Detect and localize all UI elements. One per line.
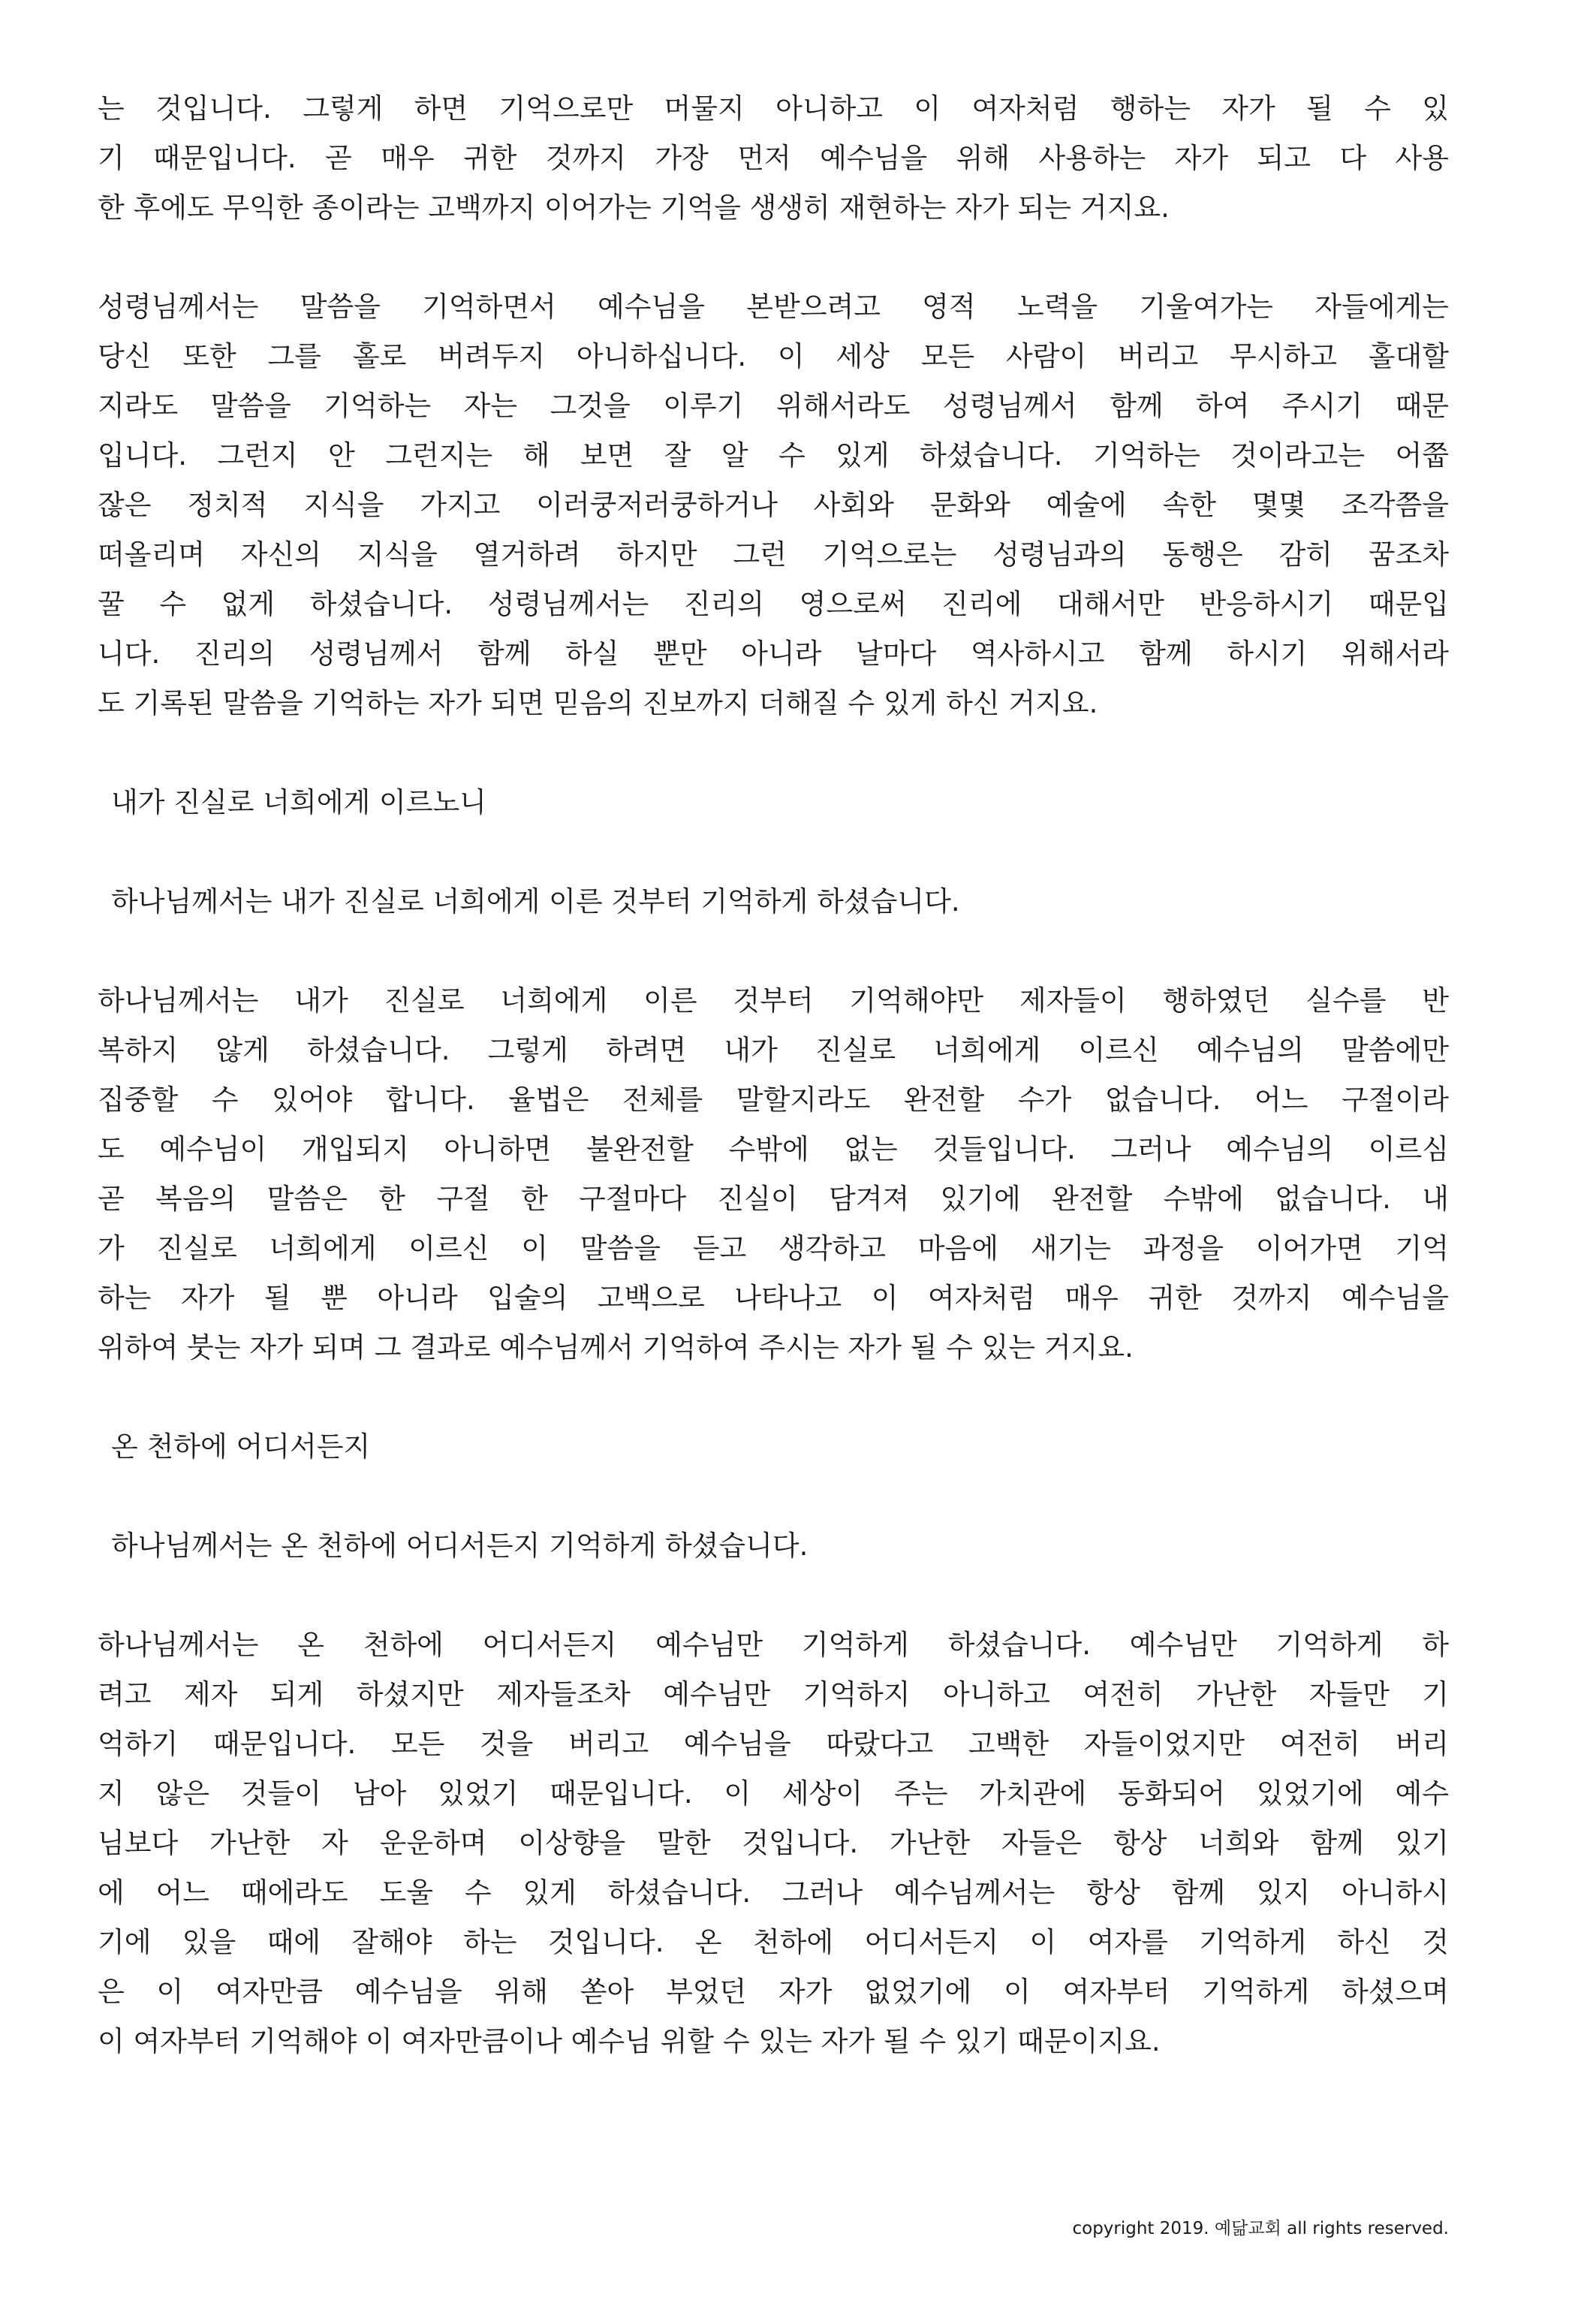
text-line: 기 때문입니다. 곧 매우 귀한 것까지 가장 먼저 예수님을 위해 사용하는 자가 되고 다 사용 [98, 142, 1449, 174]
text-line: 입니다. 그런지 안 그런지는 해 보면 잘 알 수 있게 하셨습니다. 기억하는 것이라고는 어쭙 [98, 439, 1449, 472]
document-body [98, 84, 1449, 2066]
body-paragraph [98, 976, 1449, 1373]
text-line: 지라도 말씀을 기억하는 자는 그것을 이루기 위해서라도 성령님께서 함께 하여 주시기 때문 [98, 390, 1449, 422]
text-line: 복하지 않게 하셨습니다. 그렇게 하려면 내가 진실로 너희에게 이르신 예수님의 말씀에만 [98, 1034, 1449, 1066]
text-line: 위하여 붓는 자가 되며 그 결과로 예수님께서 기억하여 주시는 자가 될 수 있는 거지요. [98, 1331, 1134, 1364]
lead-sentence [98, 877, 1449, 927]
text-line: 하나님께서는 온 천하에 어디서든지 기억하게 하셨습니다. [111, 1530, 809, 1562]
text-line: 이 여자부터 기억해야 이 여자만큼이나 예수님 위할 수 있는 자가 될 수 있기 때문이지요. [98, 2025, 1161, 2057]
text-line: 려고 제자 되게 하셨지만 제자들조차 예수님만 기억하지 아니하고 여전히 가난한 자들만 기 [98, 1678, 1449, 1711]
heading-text: 내가 진실로 너희에게 이르노니 [111, 786, 486, 818]
text-line: 억하기 때문입니다. 모든 것을 버리고 예수님을 따랐다고 고백한 자들이었지만 여전히 버리 [98, 1728, 1449, 1760]
lead-sentence [98, 1521, 1449, 1571]
body-paragraph [98, 84, 1449, 233]
text-line: 하는 자가 될 뿐 아니라 입술의 고백으로 나타나고 이 여자처럼 매우 귀한 것까지 예수님을 [98, 1282, 1449, 1314]
text-line: 기에 있을 때에 잘해야 하는 것입니다. 온 천하에 어디서든지 이 여자를 기억하게 하신 것 [98, 1926, 1449, 1958]
text-line: 성령님께서는 말씀을 기억하면서 예수님을 본받으려고 영적 노력을 기울여가는 자들에게는 [98, 291, 1449, 323]
text-line: 하나님께서는 내가 진실로 너희에게 이른 것부터 기억해야만 제자들이 행하였던 실수를 반 [98, 984, 1449, 1017]
text-line: 에 어느 때에라도 도울 수 있게 하셨습니다. 그러나 예수님께서는 항상 함께 있지 아니하시 [98, 1876, 1449, 1909]
text-line: 하나님께서는 온 천하에 어디서든지 예수님만 기억하게 하셨습니다. 예수님만 기억하게 하 [98, 1629, 1449, 1661]
section-heading [98, 778, 1449, 827]
heading-text: 온 천하에 어디서든지 [111, 1430, 371, 1463]
text-line: 떠올리며 자신의 지식을 열거하려 하지만 그런 기억으로는 성령님과의 동행은 감히 꿈조차 [98, 538, 1449, 571]
text-line: 당신 또한 그를 홀로 버려두지 아니하십니다. 이 세상 모든 사람이 버리고 무시하고 홀대할 [98, 340, 1449, 372]
text-line: 집중할 수 있어야 합니다. 율법은 전체를 말할지라도 완전할 수가 없습니다. 어느 구절이라 [98, 1084, 1449, 1116]
text-line: 잖은 정치적 지식을 가지고 이러쿵저러쿵하거나 사회와 문화와 예술에 속한 몇몇 조각쯤을 [98, 489, 1449, 521]
body-paragraph [98, 1620, 1449, 2066]
text-line: 도 기록된 말씀을 기억하는 자가 되면 믿음의 진보까지 더해질 수 있게 하신 거지요. [98, 687, 1098, 719]
copyright-footer: copyright 2019. 예닮교회 all rights reserved. [1072, 2219, 1449, 2238]
text-line: 가 진실로 너희에게 이르신 이 말씀을 듣고 생각하고 마음에 새기는 과정을 이어가면 기억 [98, 1232, 1449, 1264]
section-heading [98, 1422, 1449, 1472]
text-line: 은 이 여자만큼 예수님을 위해 쏟아 부었던 자가 없었기에 이 여자부터 기억하게 하셨으며 [98, 1976, 1449, 2008]
text-line: 는 것입니다. 그렇게 하면 기억으로만 머물지 아니하고 이 여자처럼 행하는 자가 될 수 있 [98, 92, 1449, 125]
body-paragraph [98, 282, 1449, 728]
text-line: 한 후에도 무익한 종이라는 고백까지 이어가는 기억을 생생히 재현하는 자가 되는 거지요. [98, 191, 1170, 224]
text-line: 꿀 수 없게 하셨습니다. 성령님께서는 진리의 영으로써 진리에 대해서만 반응하시기 때문입 [98, 588, 1449, 620]
text-line: 니다. 진리의 성령님께서 함께 하실 뿐만 아니라 날마다 역사하시고 함께 하시기 위해서라 [98, 638, 1449, 670]
text-line: 님보다 가난한 자 운운하며 이상향을 말한 것입니다. 가난한 자들은 항상 너희와 함께 있기 [98, 1827, 1449, 1859]
text-line: 지 않은 것들이 남아 있었기 때문입니다. 이 세상이 주는 가치관에 동화되어 있었기에 예수 [98, 1777, 1449, 1810]
text-line: 하나님께서는 내가 진실로 너희에게 이른 것부터 기억하게 하셨습니다. [111, 885, 960, 918]
text-line: 도 예수님이 개입되지 아니하면 불완전할 수밖에 없는 것들입니다. 그러나 예수님의 이르심 [98, 1133, 1449, 1165]
text-line: 곧 복음의 말씀은 한 구절 한 구절마다 진실이 담겨져 있기에 완전할 수밖에 없습니다. 내 [98, 1183, 1449, 1215]
